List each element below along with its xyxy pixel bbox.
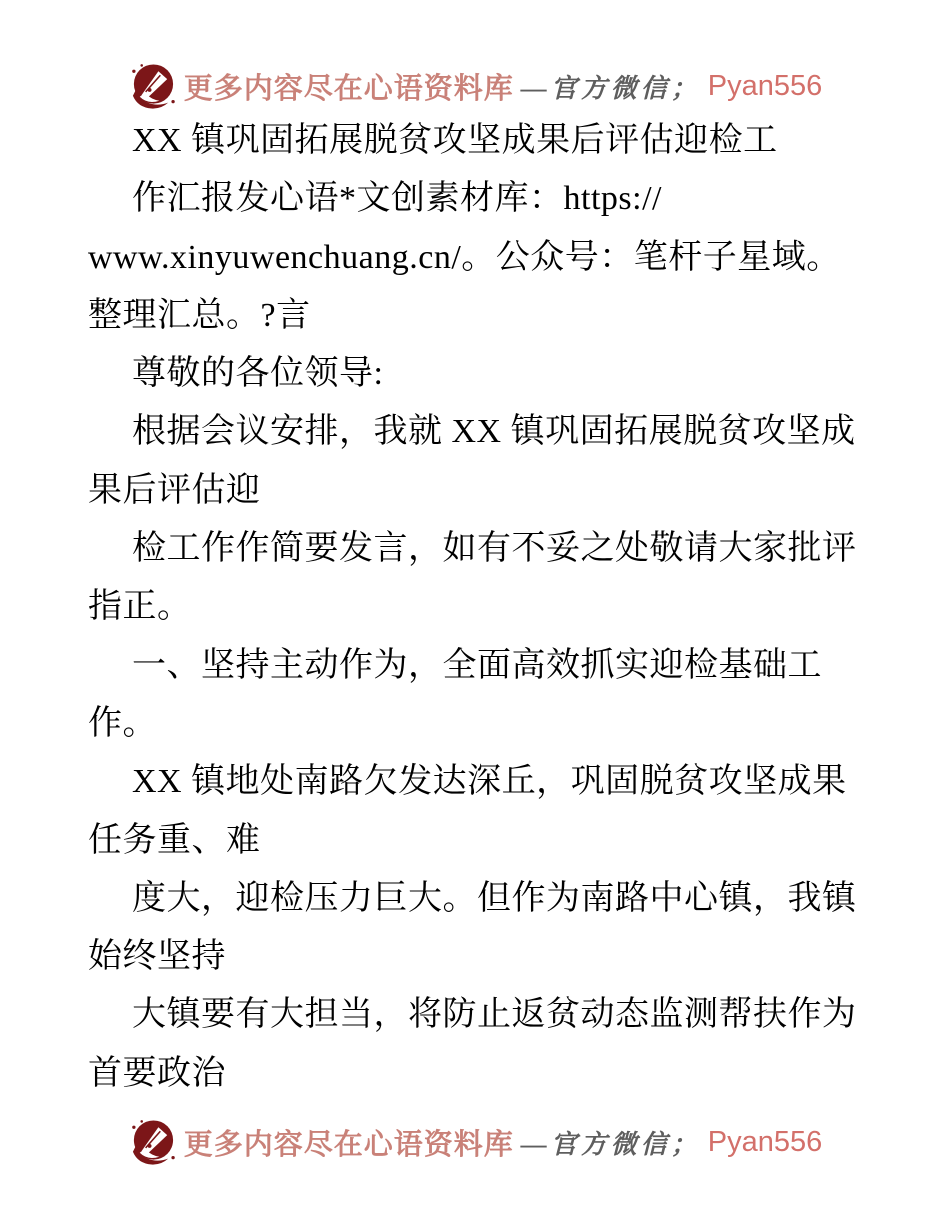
text-line: 作汇报发心语*文创素材库：https:// [132,180,662,218]
document-body [88,112,864,1103]
text-line: www.xinyuwenchuang.cn/。公众号：笔杆子星域。 [88,238,841,276]
text-line: 根据会议安排，我就 XX 镇巩固拓展脱贫攻坚成 [132,413,856,451]
brand-wechat-id: Pyan556 [707,69,823,102]
text-line: 整理汇总。?言 [88,296,311,334]
brand-wechat-id: Pyan556 [707,1125,823,1158]
brand-slogan: 更多内容尽在心语资料库 [183,1128,514,1161]
text-line: 始终坚持 [88,938,226,976]
text-line: XX 镇地处南路欠发达深丘，巩固脱贫攻坚成果 [132,763,847,801]
text-line: 尊敬的各位领导: [132,355,384,393]
brand-wechat-label: —官方微信； [520,73,701,103]
text-line: 作。 [88,704,157,742]
text-line: 果后评估迎 [88,471,261,509]
text-line: 大镇要有大担当，将防止返贫动态监测帮扶作为 [132,996,857,1034]
pen-nib-circle-icon [128,60,177,112]
pen-nib-circle-icon [128,1116,177,1168]
footer-brandbar [0,1116,950,1168]
brand-slogan: 更多内容尽在心语资料库 [183,72,514,105]
brand-wechat-label: —官方微信； [520,1129,701,1159]
text-line: 任务重、难 [88,821,261,859]
text-line: 检工作作简要发言，如有不妥之处敬请大家批评 [132,530,857,568]
text-line: 指正。 [88,588,192,626]
text-line: XX 镇巩固拓展脱贫攻坚成果后评估迎检工 [132,122,778,159]
header-brandbar [0,60,950,112]
text-line: 首要政治 [88,1054,226,1092]
text-line: 度大，迎检压力巨大。但作为南路中心镇，我镇 [132,879,857,917]
text-line: 一、坚持主动作为，全面高效抓实迎检基础工 [132,646,822,684]
